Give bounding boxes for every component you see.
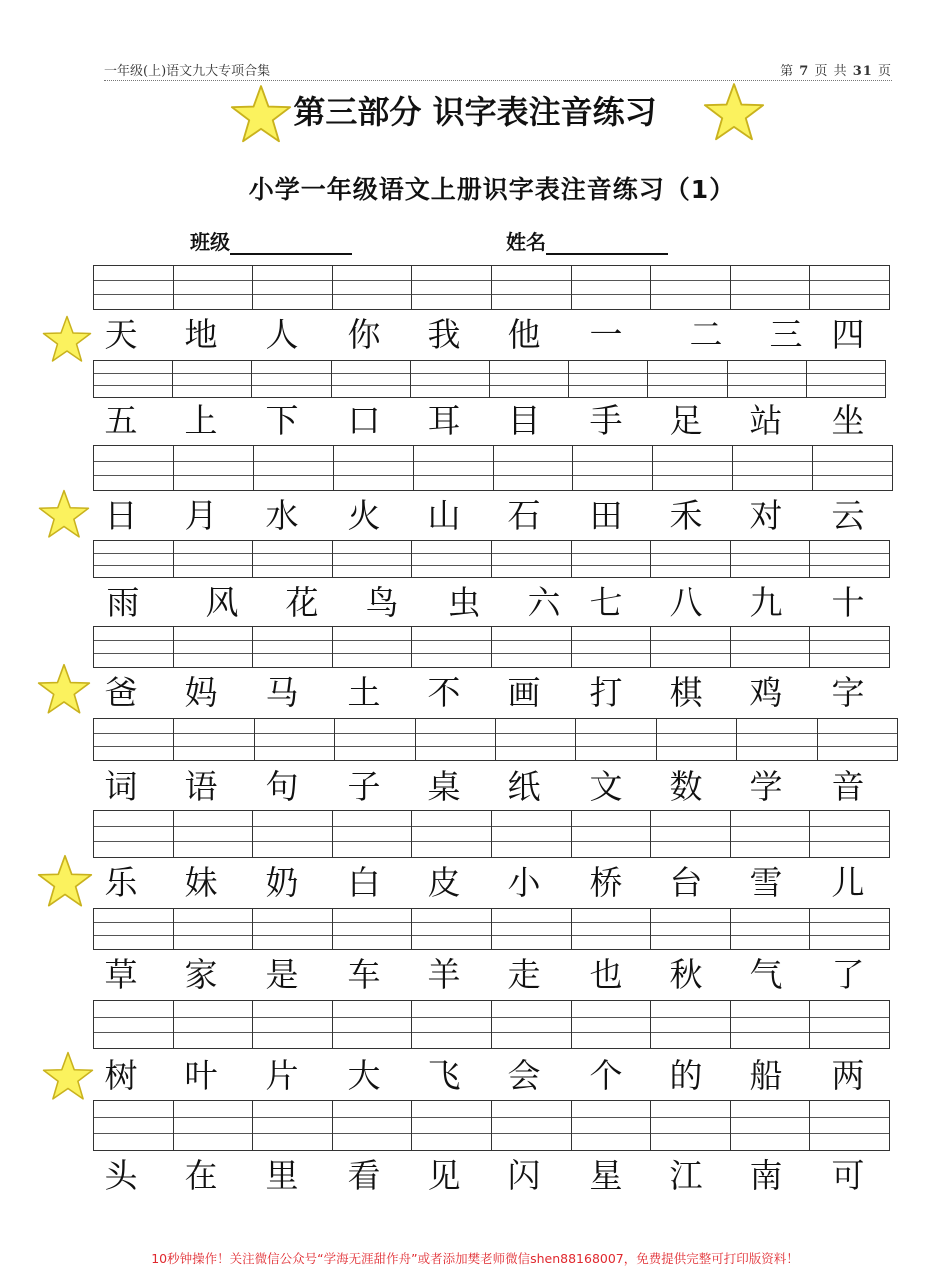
- class-label: 班级: [190, 230, 230, 254]
- char: 四: [831, 315, 865, 354]
- char: 五: [104, 401, 138, 440]
- char: 石: [507, 496, 541, 535]
- char: 走: [507, 955, 541, 994]
- pinyin-grid-3[interactable]: [93, 445, 893, 491]
- char: 田: [589, 496, 623, 535]
- char: 六: [527, 583, 561, 622]
- page-header: [104, 58, 892, 81]
- char: 虫: [447, 583, 481, 622]
- pinyin-grid-2[interactable]: [93, 360, 886, 398]
- char: 马: [265, 673, 299, 712]
- char: 桥: [589, 863, 623, 902]
- pinyin-grid-7[interactable]: [93, 810, 890, 858]
- char: 下: [265, 401, 299, 440]
- char: 数: [669, 767, 703, 806]
- row-star-icon: [37, 854, 93, 908]
- char-row-3: [98, 493, 898, 539]
- char: 两: [831, 1056, 865, 1095]
- char: 禾: [669, 496, 703, 535]
- char: 皮: [427, 863, 461, 902]
- char: 头: [104, 1156, 138, 1195]
- pinyin-grid-10[interactable]: [93, 1100, 890, 1151]
- char: 台: [669, 863, 703, 902]
- pinyin-grid-9[interactable]: [93, 1000, 890, 1049]
- char: 词: [104, 767, 138, 806]
- char: 站: [749, 401, 783, 440]
- book-title: 一年级(上)语文九大专项合集: [104, 64, 271, 79]
- pinyin-grid-5[interactable]: [93, 626, 890, 668]
- char: 气: [749, 955, 783, 994]
- pinyin-grid-1[interactable]: [93, 265, 890, 310]
- char: 草: [104, 955, 138, 994]
- row-star-icon: [42, 1050, 94, 1102]
- char: 是: [265, 955, 299, 994]
- char: 字: [831, 673, 865, 712]
- char-row-4: [98, 580, 898, 626]
- char-row-8: [98, 952, 898, 998]
- char: 子: [347, 767, 381, 806]
- char: 大: [347, 1056, 381, 1095]
- name-label: 姓名: [506, 230, 546, 254]
- char-row-1: [98, 312, 898, 358]
- char-row-9: [98, 1053, 898, 1099]
- name-blank[interactable]: [546, 227, 668, 255]
- char: 九: [749, 583, 783, 622]
- char: 山: [427, 496, 461, 535]
- char: 在: [184, 1156, 218, 1195]
- pinyin-grid-6[interactable]: [93, 718, 898, 761]
- char: 会: [507, 1056, 541, 1095]
- char: 风: [205, 583, 239, 622]
- char: 七: [589, 583, 623, 622]
- pinyin-grid-4[interactable]: [93, 540, 890, 578]
- char: 坐: [831, 401, 865, 440]
- char: 羊: [427, 955, 461, 994]
- char: 火: [347, 496, 381, 535]
- char: 水: [265, 496, 299, 535]
- char: 天: [104, 315, 138, 354]
- char: 星: [589, 1156, 623, 1195]
- char: 飞: [427, 1056, 461, 1095]
- char: 见: [427, 1156, 461, 1195]
- char: 土: [347, 673, 381, 712]
- char: 小: [507, 863, 541, 902]
- char: 学: [749, 767, 783, 806]
- char: 片: [265, 1056, 299, 1095]
- section-title: 第三部分 识字表注音练习: [293, 93, 657, 131]
- row-star-icon: [37, 662, 91, 716]
- char: 秋: [669, 955, 703, 994]
- char-row-10: [98, 1153, 898, 1199]
- char: 叶: [184, 1056, 218, 1095]
- char: 鸟: [365, 583, 399, 622]
- char: 看: [347, 1156, 381, 1195]
- row-star-icon: [38, 488, 90, 540]
- char: 耳: [427, 401, 461, 440]
- char: 月: [184, 496, 218, 535]
- char: 画: [507, 673, 541, 712]
- char: 雪: [749, 863, 783, 902]
- char: 棋: [669, 673, 703, 712]
- char: 妹: [184, 863, 218, 902]
- name-field: [506, 226, 668, 255]
- char: 十: [831, 583, 865, 622]
- char: 儿: [831, 863, 865, 902]
- char: 南: [749, 1156, 783, 1195]
- char: 三: [769, 315, 803, 354]
- char-row-6: [98, 764, 898, 810]
- char: 二: [689, 315, 723, 354]
- char: 也: [589, 955, 623, 994]
- char: 爸: [104, 673, 138, 712]
- char: 个: [589, 1056, 623, 1095]
- char: 口: [347, 401, 381, 440]
- char: 打: [589, 673, 623, 712]
- char-row-2: [98, 398, 898, 444]
- char: 了: [831, 955, 865, 994]
- char: 桌: [427, 767, 461, 806]
- char: 我: [427, 315, 461, 354]
- char: 车: [347, 955, 381, 994]
- char: 上: [184, 401, 218, 440]
- page-current: 7: [799, 64, 810, 79]
- char: 云: [831, 496, 865, 535]
- char: 对: [749, 496, 783, 535]
- char: 你: [347, 315, 381, 354]
- char: 句: [265, 767, 299, 806]
- char: 日: [104, 496, 138, 535]
- row-star-icon: [42, 314, 92, 364]
- page-total: 31: [852, 64, 873, 79]
- char-row-5: [98, 670, 898, 716]
- char: 人: [265, 315, 299, 354]
- char: 奶: [265, 863, 299, 902]
- char: 雨: [106, 583, 140, 622]
- char: 一: [589, 315, 623, 354]
- promo-footer: 10秒钟操作！关注微信公众号“学海无涯甜作舟”或者添加樊老师微信shen88168007，免费提供完整可打印版资料！: [151, 1251, 799, 1266]
- char: 的: [669, 1056, 703, 1095]
- char: 地: [184, 315, 218, 354]
- char: 纸: [507, 767, 541, 806]
- char: 文: [589, 767, 623, 806]
- char: 花: [285, 583, 319, 622]
- char: 乐: [104, 863, 138, 902]
- class-blank[interactable]: [230, 227, 352, 255]
- char: 语: [184, 767, 218, 806]
- char-row-7: [98, 860, 898, 906]
- char: 足: [669, 401, 703, 440]
- char: 可: [831, 1156, 865, 1195]
- char: 八: [669, 583, 703, 622]
- char: 船: [749, 1056, 783, 1095]
- char: 里: [265, 1156, 299, 1195]
- char: 树: [104, 1056, 138, 1095]
- pinyin-grid-8[interactable]: [93, 908, 890, 950]
- char: 手: [589, 401, 623, 440]
- char: 江: [669, 1156, 703, 1195]
- worksheet-subtitle: 小学一年级语文上册识字表注音练习（1）: [248, 175, 736, 204]
- char: 妈: [184, 673, 218, 712]
- char: 鸡: [749, 673, 783, 712]
- page-number: 第 7 页 共 31 页: [780, 64, 892, 79]
- char: 家: [184, 955, 218, 994]
- char: 他: [507, 315, 541, 354]
- char: 目: [507, 401, 541, 440]
- char: 白: [347, 863, 381, 902]
- char: 闪: [507, 1156, 541, 1195]
- class-field: [190, 226, 352, 255]
- char: 音: [831, 767, 865, 806]
- char: 不: [427, 673, 461, 712]
